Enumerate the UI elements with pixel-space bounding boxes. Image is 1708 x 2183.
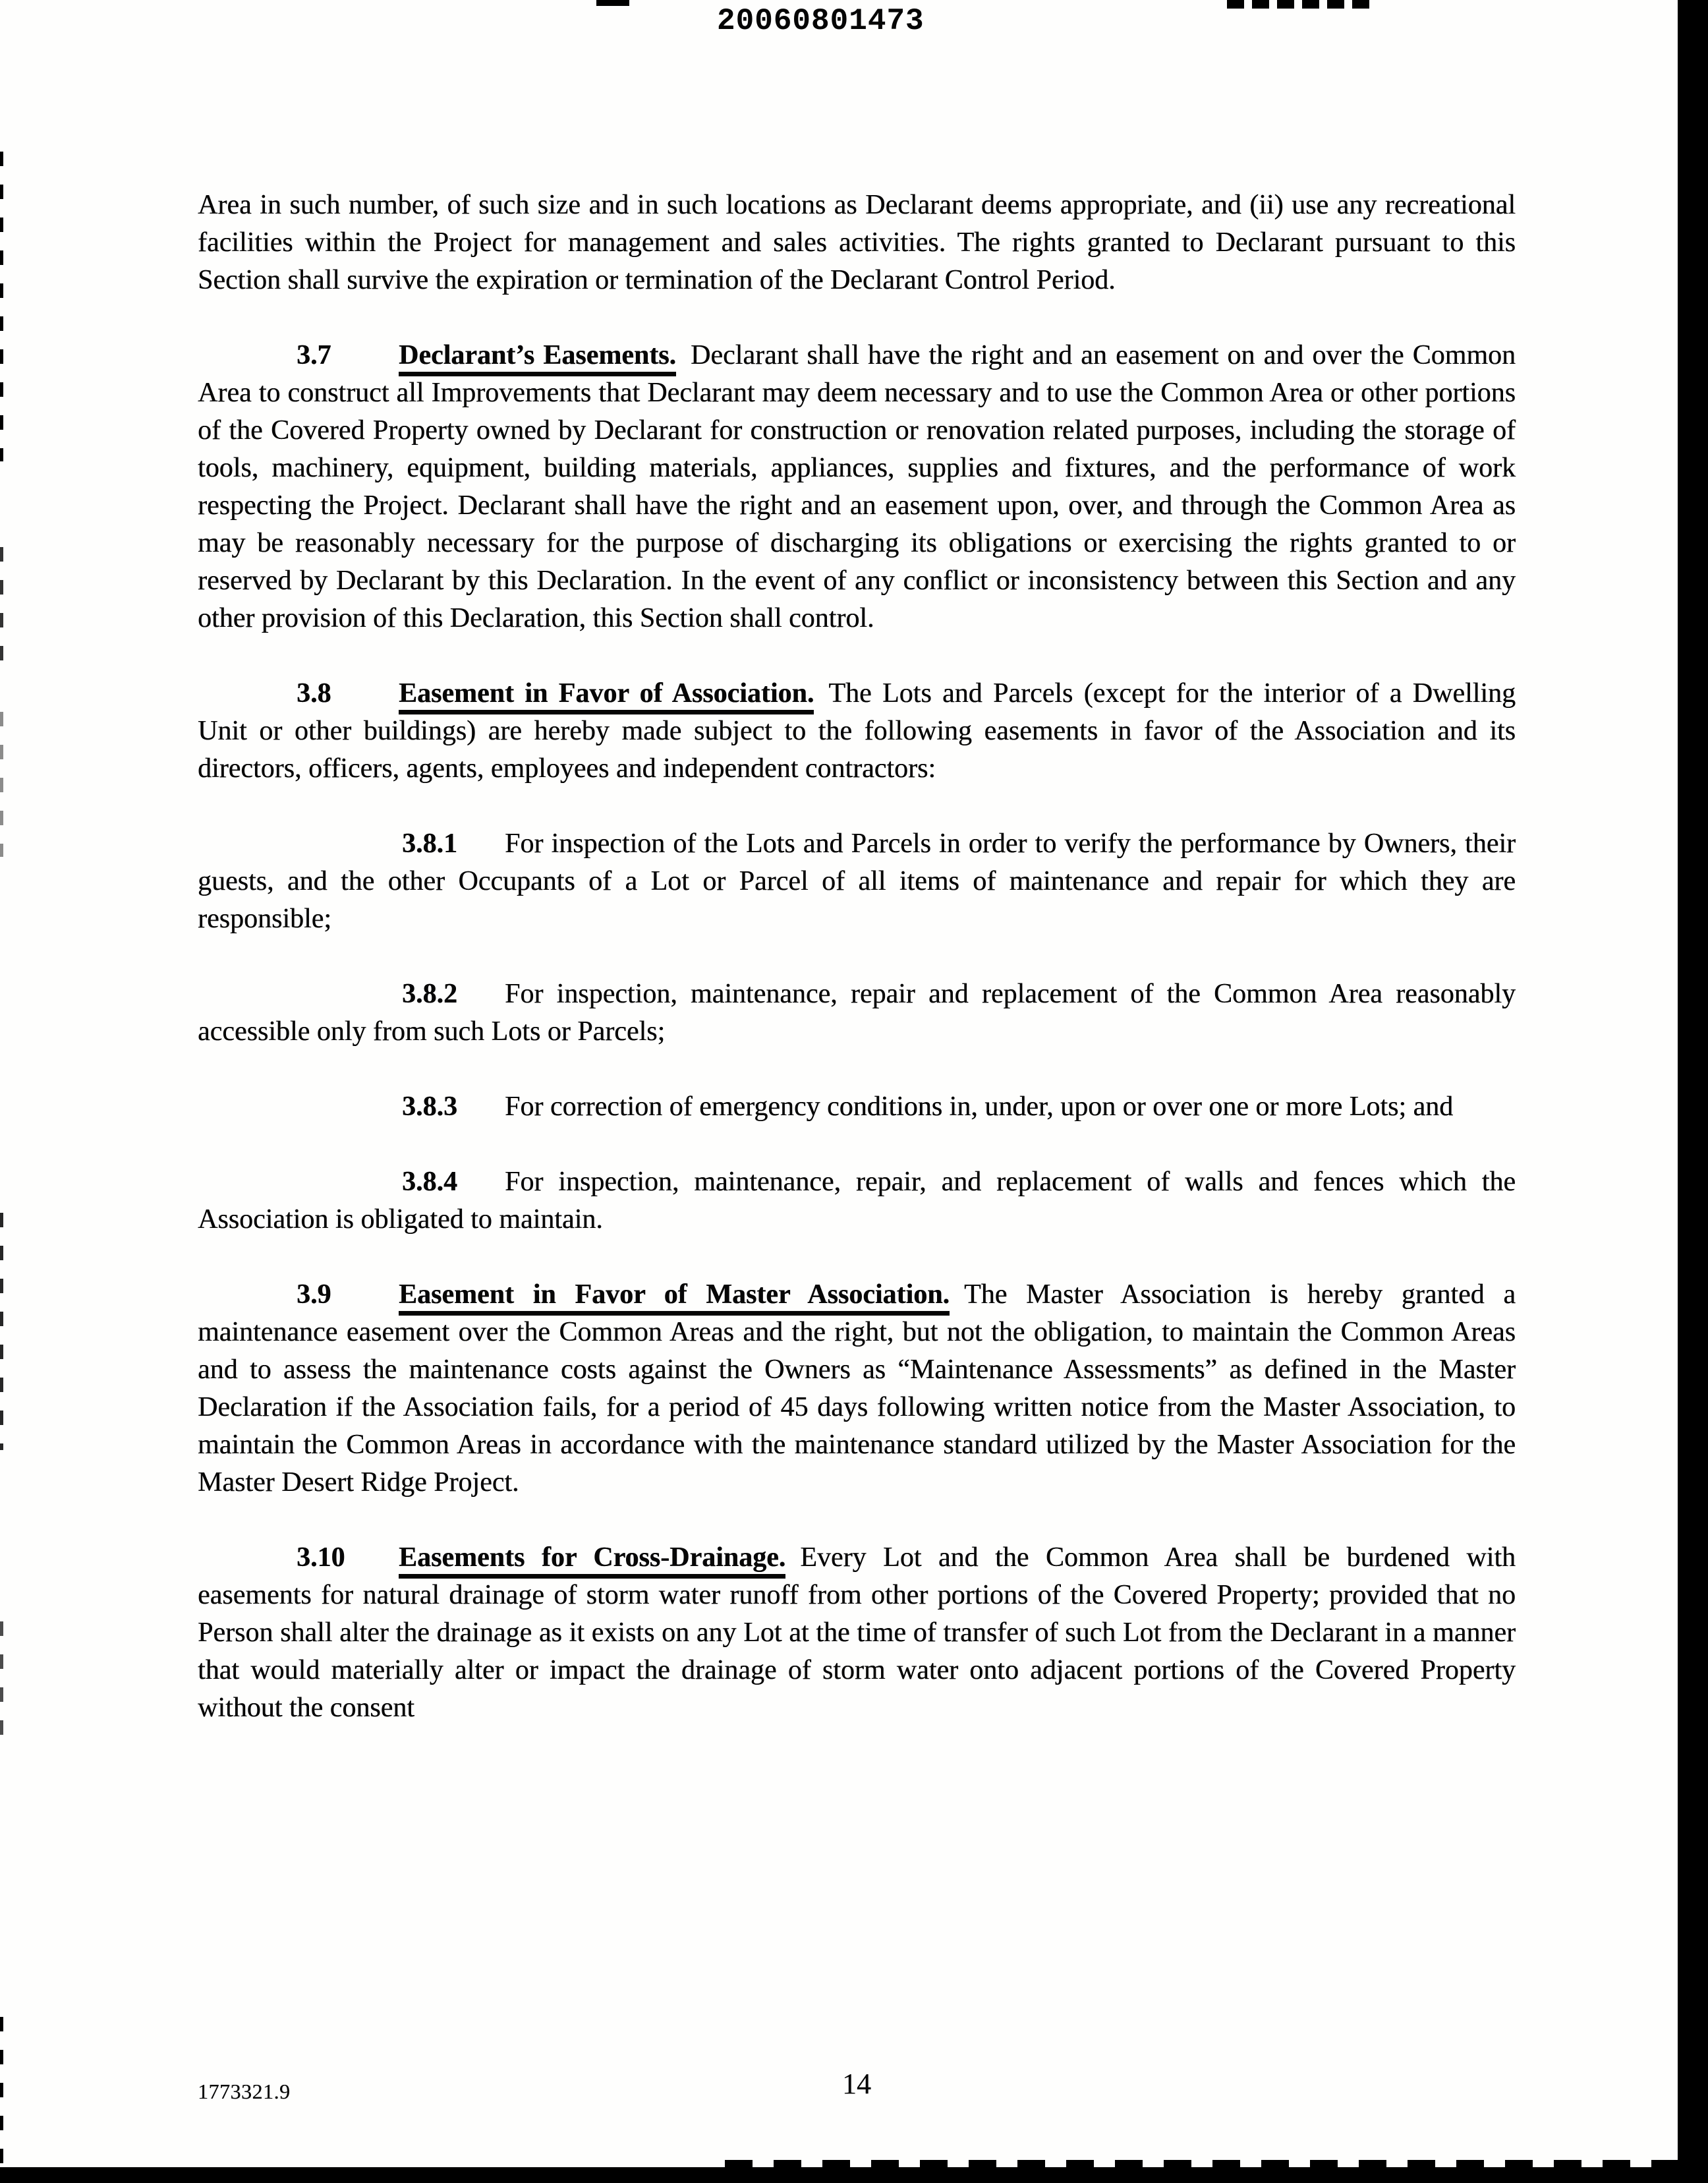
subsection-text: For correction of emergency conditions in, under, upon or over one or more Lots; and xyxy=(505,1092,1454,1122)
section-number: 3.9 xyxy=(297,1279,331,1310)
section-text: The Lots and Parcels (except for the interior of a Dwelling Unit or other buildings) are hereby made subject to the following easements in favor of the Association and its directors, officers, agents, employees and independent contractors: xyxy=(198,678,1516,784)
paragraph-subsection-3-8-3 xyxy=(198,1088,1516,1126)
paragraph-continuation xyxy=(198,187,1516,299)
footer-page-number: 14 xyxy=(842,2068,871,2100)
document-recording-number: 20060801473 xyxy=(717,4,925,38)
page-content xyxy=(198,187,1516,1764)
section-heading: Easement in Favor of Association. xyxy=(399,678,814,714)
paragraph-subsection-3-8-4 xyxy=(198,1163,1516,1238)
section-text: Every Lot and the Common Area shall be burdened with easements for natural drainage of storm water runoff from other portions of the Covered Property; provided that no Person shall alter the drainage as it exists on any Lot at the time of transfer of such Lot from the Declarant in a manner that would materially alter or impact the drainage of storm water onto adjacent portions of the Covered Property without the consent xyxy=(198,1542,1516,1723)
scan-artifact-left-edge xyxy=(0,1621,3,1747)
scan-artifact-top-mark-1 xyxy=(596,0,629,6)
subsection-text: For inspection, maintenance, repair and replacement of the Common Area reasonably accessible only from such Lots or Parcels; xyxy=(198,979,1516,1047)
section-heading: Declarant’s Easements. xyxy=(399,340,676,376)
paragraph-section-3-9 xyxy=(198,1276,1516,1501)
scan-artifact-left-edge xyxy=(0,152,3,461)
section-number: 3.7 xyxy=(297,340,331,370)
paragraph-text: Area in such number, of such size and in such locations as Declarant deems appropriate, and (ii) use any recreational facilities within the Project for management and sales activities. The rights granted to Declarant pursuant to this Section shall survive the expiration or termination of the Declarant Control Period. xyxy=(198,190,1516,295)
paragraph-subsection-3-8-1 xyxy=(198,825,1516,938)
section-text: The Master Association is hereby granted a maintenance easement over the Common Areas and the right, but not the obligation, to maintain the Common Areas and to assess the maintenance costs against the Owners as “Maintenance Assessments” as defined in the Master Declaration if the Association fails, for a period of 45 days following written notice from the Master Association, to maintain the Common Areas in accordance with the maintenance standard utilized by the Master Association for the Master Desert Ridge Project. xyxy=(198,1279,1516,1498)
scan-artifact-bottom-bar xyxy=(0,2167,1708,2183)
subsection-number: 3.8.4 xyxy=(402,1167,457,1197)
section-heading: Easements for Cross-Drainage. xyxy=(399,1542,785,1579)
subsection-text: For inspection, maintenance, repair, and replacement of walls and fences which the Association is obligated to maintain. xyxy=(198,1167,1516,1235)
paragraph-section-3-10 xyxy=(198,1539,1516,1727)
section-number: 3.8 xyxy=(297,678,331,709)
scan-artifact-left-edge xyxy=(0,1213,3,1450)
paragraph-subsection-3-8-2 xyxy=(198,975,1516,1051)
subsection-number: 3.8.3 xyxy=(402,1092,457,1122)
footer-document-id: 1773321.9 xyxy=(198,2080,291,2103)
section-text: Declarant shall have the right and an easement on and over the Common Area to construct all Improvements that Declarant may deem necessary and to use the Common Area or other portions of the Covered Property owned by Declarant for construction or renovation related purposes, including the storage of tools, machinery, equipment, building materials, appliances, supplies and fixtures, and the performance of work respecting the Project. Declarant shall have the right and an easement upon, over, and through the Common Area as may be reasonably necessary for the purpose of discharging its obligations or exercising the rights granted to or reserved by Declarant by this Declaration. In the event of any conflict or inconsistency between this Section and any other provision of this Declaration, this Section shall control. xyxy=(198,340,1516,633)
scan-artifact-bottom-fray xyxy=(725,2160,1678,2168)
scan-artifact-left-edge xyxy=(0,2017,3,2167)
section-number: 3.10 xyxy=(297,1542,345,1573)
scan-artifact-left-edge xyxy=(0,712,3,857)
paragraph-section-3-7 xyxy=(198,337,1516,637)
section-heading: Easement in Favor of Master Association. xyxy=(399,1279,950,1316)
paragraph-section-3-8 xyxy=(198,675,1516,788)
subsection-number: 3.8.1 xyxy=(402,829,457,859)
subsection-text: For inspection of the Lots and Parcels in order to verify the performance by Owners, their guests, and the other Occupants of a Lot or Parcel of all items of maintenance and repair for which they are responsible; xyxy=(198,829,1516,934)
scan-artifact-left-edge xyxy=(0,547,3,666)
scan-artifact-right-bar xyxy=(1678,0,1708,2183)
subsection-number: 3.8.2 xyxy=(402,979,457,1009)
scan-artifact-top-mark-2 xyxy=(1227,0,1372,9)
